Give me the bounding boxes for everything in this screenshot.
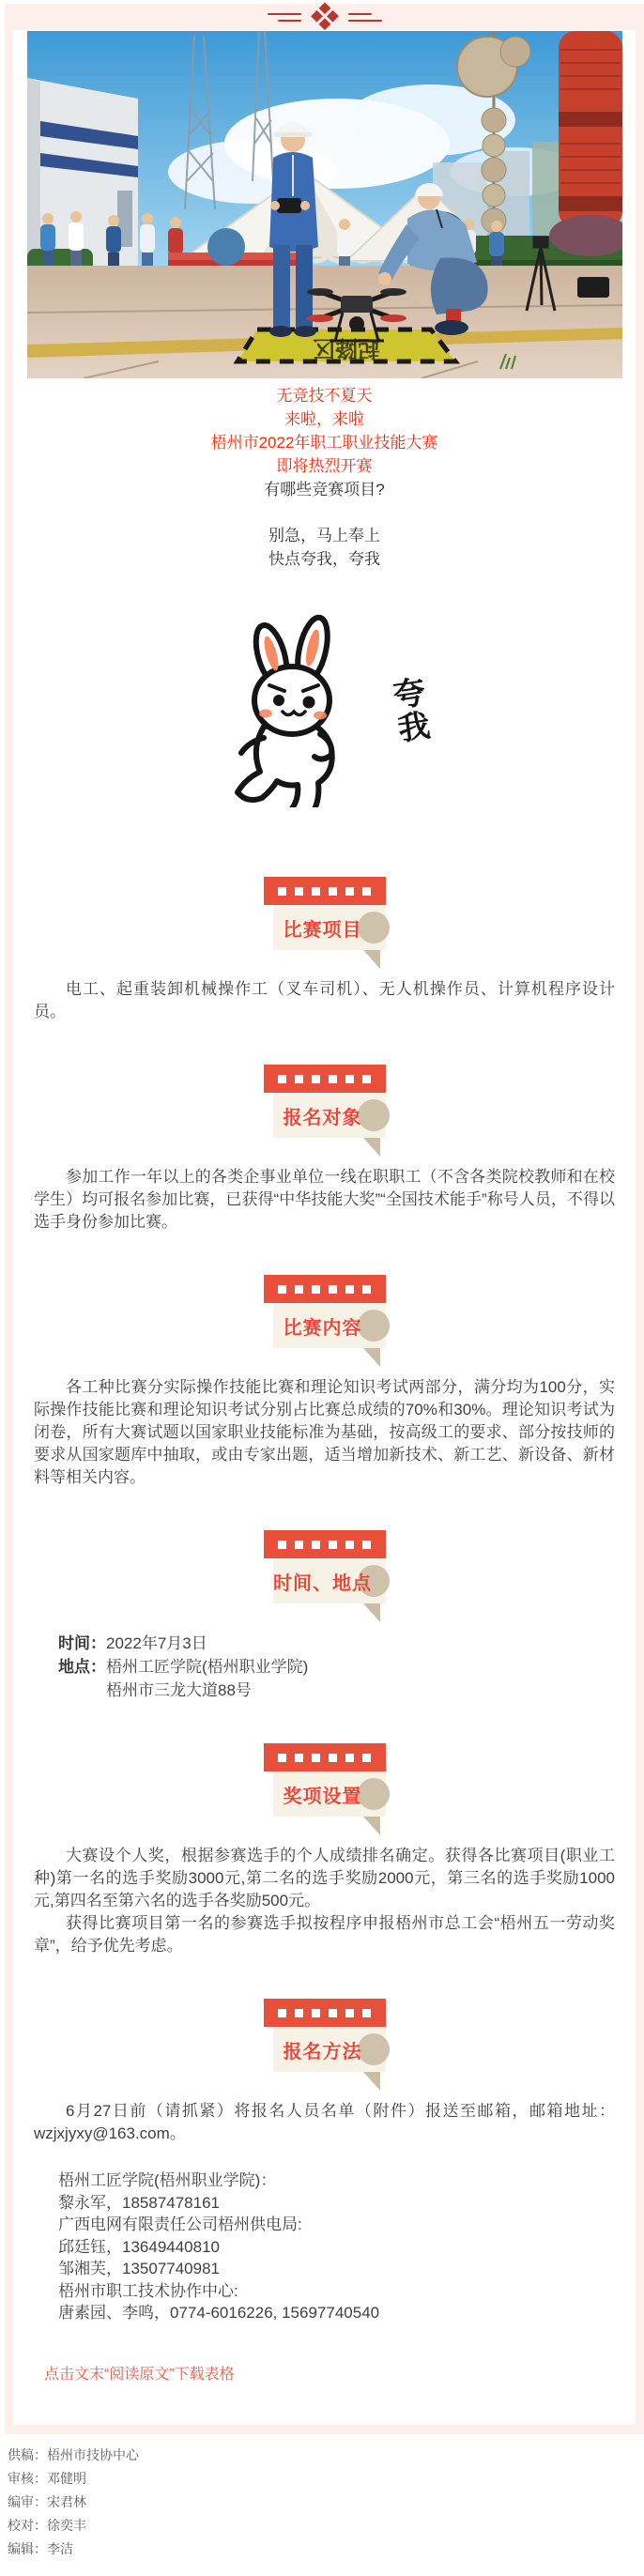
badge-dashes-icon (264, 1065, 386, 1093)
badge-fold-icon (363, 950, 380, 969)
place-value: 梧州工匠学院(梧州职业学院) (106, 1658, 309, 1676)
contact-line: 邹湘芙，13507740981 (58, 2260, 221, 2277)
badge-circle-icon (358, 1099, 390, 1131)
pad-text: 起降区 (312, 335, 380, 360)
badge-circle-icon (358, 2033, 390, 2065)
contact-line: 黎永军，18587478161 (58, 2193, 221, 2212)
section-time-place (13, 1530, 636, 1702)
article-frame (5, 4, 644, 2434)
section-title: 报名对象 (283, 1107, 362, 1128)
content-paragraph: 各工种比赛分实际操作技能比赛和理论知识考试两部分，满分均为100分，实际操作技能比赛和理论知识考试分别占比赛总成绩的70%和30%。理论知识考试为闭卷，所有大赛试题以国家职业技能标准为基础，按高级工的要求、部分按技师的要求从国家题库中抽取，或由专家出题，适当增加新技术、新工艺、新设备、新材料等相关内容。 (34, 1378, 615, 1486)
time-place-details (58, 1632, 636, 1702)
read-original-download-link[interactable]: 点击文末“阅读原文”下载表格 (44, 2366, 235, 2383)
section-competition-content (13, 1275, 636, 1489)
credit-line-senior-editor: 编审：宋君林 (8, 2493, 86, 2509)
time-label: 时间： (58, 1634, 106, 1652)
section-awards (13, 1743, 636, 1957)
badge-dashes-icon (264, 877, 386, 905)
contact-line: 梧州市职工技术协作中心: (58, 2281, 238, 2300)
credit-line-proofreader: 校对：徐奕丰 (8, 2517, 86, 2533)
verse-line: 快点夸我，夸我 (268, 550, 380, 568)
place-line (58, 1655, 636, 1679)
section-eligibility (13, 1065, 636, 1234)
contact-line: 唐素园、李鸣，0774-6016226, 15697740540 (58, 2304, 380, 2322)
badge-circle-icon (358, 1310, 390, 1342)
section-badge (264, 1999, 386, 2072)
intro-verse (13, 384, 636, 571)
contact-line: 梧州工匠学院(梧州职业学院)： (58, 2171, 277, 2189)
badge-dashes-icon (264, 1999, 386, 2027)
equipment-bag (577, 277, 609, 298)
diamond-cluster-icon (310, 2, 339, 31)
article-body-panel (13, 30, 636, 2425)
registration-paragraph: 6月27日前（请抓紧）将报名人员名单（附件）报送至邮箱，邮箱地址：wzjxjyxy@163.com。 (34, 2102, 615, 2142)
contact-line: 广西电网有限责任公司梧州供电局: (58, 2216, 302, 2233)
verse-line: 别急，马上奉上 (268, 527, 380, 544)
verse-question: 有哪些竞赛项目? (264, 481, 385, 498)
credit-line-reviewer: 审核：邓健明 (8, 2470, 86, 2486)
verse-line-event-title: 梧州市2022年职工职业技能大赛 (210, 434, 438, 452)
badge-fold-icon (363, 1348, 380, 1367)
article-page (0, 4, 644, 2576)
section-badge (264, 1065, 386, 1138)
awards-paragraph-2: 获得比赛项目第一名的参赛选手拟按程序申报梧州市总工会“梧州五一劳动奖章”，给予优先考虑。 (34, 1914, 615, 1955)
section-title: 比赛内容 (283, 1317, 362, 1339)
section-badge (264, 1743, 386, 1817)
awards-paragraph-1: 大赛设个人奖，根据参赛选手的个人成绩排名确定。获得各比赛项目(职业工种)第一名的选手奖励3000元,第二名的选手奖励2000元，第三名的选手奖励1000元,第四名至第六名的选手各奖励500元。 (34, 1847, 615, 1909)
contact-list (58, 2170, 636, 2324)
verse-spacer (13, 501, 636, 524)
badge-dashes-icon (264, 1275, 386, 1303)
rabbit-sticker[interactable] (13, 614, 636, 807)
section-title: 时间、地点 (273, 1572, 372, 1594)
credit-line-editor: 编辑：李洁 (8, 2540, 73, 2556)
place-address-line: 梧州市三龙大道88号 (106, 1681, 252, 1699)
red-transformer-tower (559, 31, 622, 228)
badge-fold-icon (363, 2072, 380, 2091)
badge-dashes-icon (264, 1743, 386, 1771)
rabbit-illustration (222, 614, 373, 807)
hero-photo-skills-competition[interactable] (27, 31, 622, 378)
badge-fold-icon (363, 1138, 380, 1157)
section-title: 奖项设置 (283, 1786, 362, 1807)
section-title: 比赛项目 (283, 919, 362, 941)
projects-paragraph: 电工、起重装卸机械操作工（叉车司机）、无人机操作员、计算机程序设计员。 (34, 980, 615, 1020)
landing-pad (238, 330, 455, 361)
badge-fold-icon (363, 1603, 380, 1622)
badge-dashes-icon (264, 1530, 386, 1558)
section-title: 报名方法 (283, 2041, 362, 2062)
section-badge (264, 877, 386, 950)
time-line (58, 1632, 636, 1655)
contact-line: 邱廷钰，13649440810 (58, 2237, 221, 2256)
section-registration-method (13, 1999, 636, 2324)
place-label: 地点： (58, 1658, 106, 1676)
badge-circle-icon (358, 912, 390, 943)
divider-lines-left-icon (268, 13, 301, 22)
credit-line-contributor: 供稿：梧州市技协中心 (8, 2446, 139, 2462)
verse-line: 来啦，来啦 (284, 410, 364, 428)
verse-line: 无竞技不夏天 (276, 387, 373, 405)
praise-me-caption: 夸我 (385, 674, 431, 747)
article-credits (0, 2434, 644, 2576)
badge-fold-icon (363, 1817, 380, 1835)
section-badge (264, 1275, 386, 1348)
section-badge (264, 1530, 386, 1603)
time-value: 2022年7月3日 (106, 1634, 207, 1652)
ornament-divider (5, 4, 644, 30)
badge-circle-icon (358, 1778, 390, 1810)
section-competition-projects (13, 877, 636, 1023)
divider-lines-right-icon (348, 13, 382, 22)
eligibility-paragraph: 参加工作一年以上的各类企事业单位一线在职职工（不含各类院校教师和在校学生）均可报名参加比赛，已获得“中华技能大奖”“全国技术能手”称号人员，不得以选手身份参加比赛。 (34, 1168, 615, 1231)
verse-line: 即将热烈开赛 (276, 457, 373, 475)
